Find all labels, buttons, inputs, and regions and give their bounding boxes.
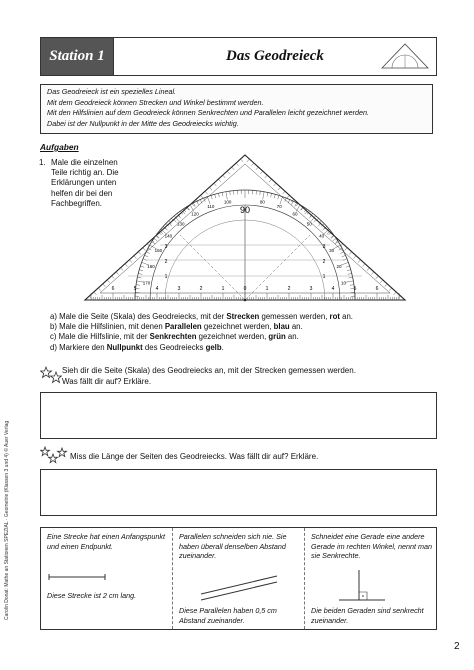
aufgaben-heading: Aufgaben (40, 142, 79, 152)
station-header (40, 37, 437, 76)
arc-label: 30 (329, 248, 335, 253)
arc-label: 170 (142, 280, 151, 286)
intro-box (40, 84, 433, 134)
info-strecke (41, 528, 172, 629)
vertical-label: 3 (164, 244, 168, 250)
info-parallelen-text: Parallelen schneiden sich nie. Sie haben überall denselben Abstand zueinander. (179, 532, 287, 560)
question-1 (62, 366, 356, 387)
scale-label: 3 (309, 286, 313, 292)
arc-label: 80 (259, 199, 265, 205)
task-text: Male die einzelnen Teile richtig an. Die Erklärungen unten helfen dir bei den Fachbegriffen. (51, 158, 119, 208)
vertical-label: 3 (322, 244, 326, 250)
task-list (50, 312, 353, 353)
question-2: Miss die Länge der Seiten des Geodreiecks. Was fällt dir auf? Erkläre. (70, 452, 319, 461)
arc-label: 40 (319, 233, 325, 239)
scale-label: 1 (265, 286, 269, 292)
nullpunkt-marker (244, 299, 247, 302)
page-title: Das Geodreieck (226, 48, 324, 64)
question-1-line2: Was fällt dir auf? Erkläre. (62, 376, 152, 386)
arc-label: 130 (176, 221, 185, 227)
info-senkrechte-text: Schneidet eine Gerade eine andere Gerade im rechten Winkel, nennt man sie Senkrechte. (311, 532, 432, 560)
page-number: 2 (454, 641, 460, 652)
station-label: Station 1 (41, 38, 114, 75)
intro-line: Mit dem Geodreieck können Strecken und Winkel bestimmt werden. (47, 97, 264, 107)
arc-label: 150 (154, 248, 163, 253)
senkrechte-illustration (337, 568, 387, 604)
answer-box-1[interactable] (40, 392, 437, 439)
vertical-label: 1 (164, 274, 168, 280)
strecke-illustration (47, 574, 107, 580)
title-area (114, 38, 436, 75)
three-stars-icon (40, 446, 68, 468)
question-1-line1: Sieh dir die Seite (Skala) des Geodreiecks an, mit der Strecken gemessen werden. (62, 366, 356, 375)
info-senkrechte (304, 528, 436, 629)
intro-line: Das Geodreieck ist ein spezielles Lineal. (47, 87, 177, 96)
scale-label: 2 (199, 286, 203, 292)
scale-label: 3 (177, 286, 181, 292)
arc-label: 140 (164, 233, 173, 239)
vertical-label: 2 (164, 259, 168, 265)
task-number: 1. (39, 158, 46, 167)
scale-label: 5 (353, 286, 357, 292)
info-boxes (40, 527, 437, 630)
arc-label: 100 (223, 199, 232, 205)
two-stars-icon (40, 366, 62, 384)
arc-label: 10 (340, 280, 346, 286)
list-item-c: c) Male die Hilfslinie, mit der Senkrechten gezeichnet werden, grün an. (50, 332, 299, 342)
scale-label: 6 (111, 286, 115, 292)
geodreieck-triangle (85, 155, 405, 301)
scale-label: 4 (155, 286, 159, 292)
geodreieck-thumbnail-icon (380, 41, 430, 71)
arc-label: 160 (147, 263, 155, 269)
arc-label: 60 (292, 211, 298, 217)
scale-label: 5 (133, 286, 137, 292)
arc-label: 110 (207, 204, 215, 210)
parallelen-illustration (199, 572, 279, 602)
info-strecke-caption: Diese Strecke ist 2 cm lang. (47, 591, 137, 600)
scale-label: 2 (287, 286, 291, 292)
info-strecke-text: Eine Strecke hat einen Anfangspunkt und einen Endpunkt. (47, 532, 166, 551)
list-item-d: d) Markiere den Nullpunkt des Geodreiecks gelb. (50, 342, 224, 352)
vertical-label: 2 (322, 259, 326, 265)
list-item-a: a) Male die Seite (Skala) des Geodreiecks, mit der Strecken gemessen werden, rot an. (50, 312, 353, 321)
scale-label: 6 (375, 286, 379, 292)
scale-label: 4 (331, 286, 335, 292)
intro-line: Mit den Hilfslinien auf dem Geodreieck können Senkrechten und Parallelen leicht gezeichnet werden. (47, 108, 370, 117)
arc-label: 20 (336, 263, 342, 269)
info-parallelen-caption: Diese Parallelen haben 0,5 cm Abstand zueinander. (179, 606, 277, 625)
arc-label: 70 (276, 204, 282, 210)
vertical-label: 1 (322, 274, 326, 280)
copyright-text: Carolin Donat: Mathe an Stationen SPEZIAL · Geometrie (Klassen 3 und 4) © Auer Verlag (4, 420, 10, 620)
intro-line: Dabei ist der Nullpunkt in der Mitte des Geodreiecks wichtig. (47, 118, 239, 128)
scale-label: 0 (243, 286, 247, 292)
geodreieck-drawing[interactable] (80, 150, 410, 310)
scale-label: 1 (221, 286, 225, 292)
info-parallelen (172, 528, 304, 629)
arc-label: 120 (191, 211, 199, 217)
info-senkrechte-caption: Die beiden Geraden sind senkrecht zueinander. (311, 606, 424, 625)
list-item-b: b) Male die Hilfslinien, mit denen Parallelen gezeichnet werden, blau an. (50, 322, 303, 332)
center-label: 90 (239, 205, 251, 215)
copyright-note (4, 420, 14, 620)
arc-label: 50 (306, 221, 312, 227)
answer-box-2[interactable] (40, 469, 437, 516)
